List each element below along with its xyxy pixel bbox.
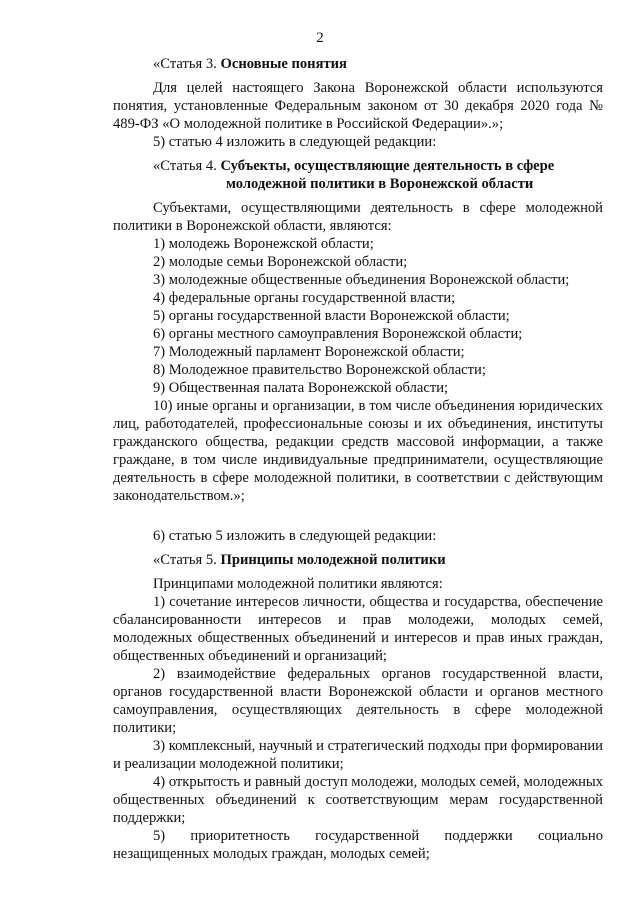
list-item: 3) молодежные общественные объединения Воронежской области;	[153, 272, 570, 288]
list-item: 10) иные органы и организации, в том числе объединения юридических лиц, работодателей, профессиональные союзы и их объединения, институты гражданского общества, редакции средств массовой информации, а также граждане, в том числе индивидуальные предприниматели, осуществляющие деятельность в сфере молодежной политики, в соответствии с действующим законодательством.»;	[113, 398, 603, 504]
article-5-heading	[113, 551, 603, 569]
article-label: «Статья 3.	[153, 56, 221, 72]
article-label: «Статья 5.	[153, 552, 221, 568]
article-title: Принципы молодежной политики	[220, 552, 446, 568]
document-body	[113, 55, 603, 863]
paragraph: Субъектами, осуществляющими деятельность в сфере молодежной политики в Воронежской области, являются:	[113, 200, 603, 234]
list-item: 1) молодежь Воронежской области;	[153, 236, 374, 252]
paragraph: 5) статью 4 изложить в следующей редакции:	[153, 134, 437, 150]
list-item: 6) органы местного самоуправления Воронежской области;	[153, 326, 523, 342]
list-item: 2) взаимодействие федеральных органов государственной власти, органов государственной власти Воронежской области и органов местного самоуправления, осуществляющих деятельность в сфере молодежной политики;	[113, 666, 603, 736]
page-number: 2	[316, 30, 324, 46]
paragraph: 6) статью 5 изложить в следующей редакции:	[153, 528, 437, 544]
article-3-heading	[113, 55, 603, 73]
list-item: 7) Молодежный парламент Воронежской области;	[153, 344, 465, 360]
list-item: 1) сочетание интересов личности, общества и государства, обеспечение сбалансированности интересов и прав молодежи, молодых семей, молодежных общественных объединений и интересов и прав иных граждан, общественных объединений и организаций;	[113, 594, 603, 664]
list-item: 5) приоритетность государственной поддержки социально незащищенных молодых граждан, молодых семей;	[113, 828, 603, 862]
paragraph: Для целей настоящего Закона Воронежской области используются понятия, установленные Федеральным законом от 30 декабря 2020 года № 489-ФЗ «О молодежной политике в Российской Федерации».»;	[113, 80, 603, 132]
list-item: 2) молодые семьи Воронежской области;	[153, 254, 408, 270]
article-title: Субъекты, осуществляющие деятельность в сфере	[220, 158, 555, 174]
article-label: «Статья 4.	[153, 158, 221, 174]
article-title-continuation: молодежной политики в Воронежской области	[226, 176, 534, 192]
list-item: 3) комплексный, научный и стратегический подходы при формировании и реализации молодежной политики;	[113, 738, 603, 772]
article-4-heading	[113, 157, 603, 175]
list-item: 4) федеральные органы государственной власти;	[153, 290, 456, 306]
list-item: 5) органы государственной власти Воронежской области;	[153, 308, 510, 324]
list-item: 9) Общественная палата Воронежской области;	[153, 380, 449, 396]
article-4-heading-line-2	[113, 175, 603, 193]
list-item: 4) открытость и равный доступ молодежи, молодых семей, молодежных общественных объединений к соответствующим мерам государственной поддержки;	[113, 774, 603, 826]
article-title: Основные понятия	[220, 56, 347, 72]
list-item: 8) Молодежное правительство Воронежской области;	[153, 362, 486, 378]
paragraph: Принципами молодежной политики являются:	[153, 576, 443, 592]
